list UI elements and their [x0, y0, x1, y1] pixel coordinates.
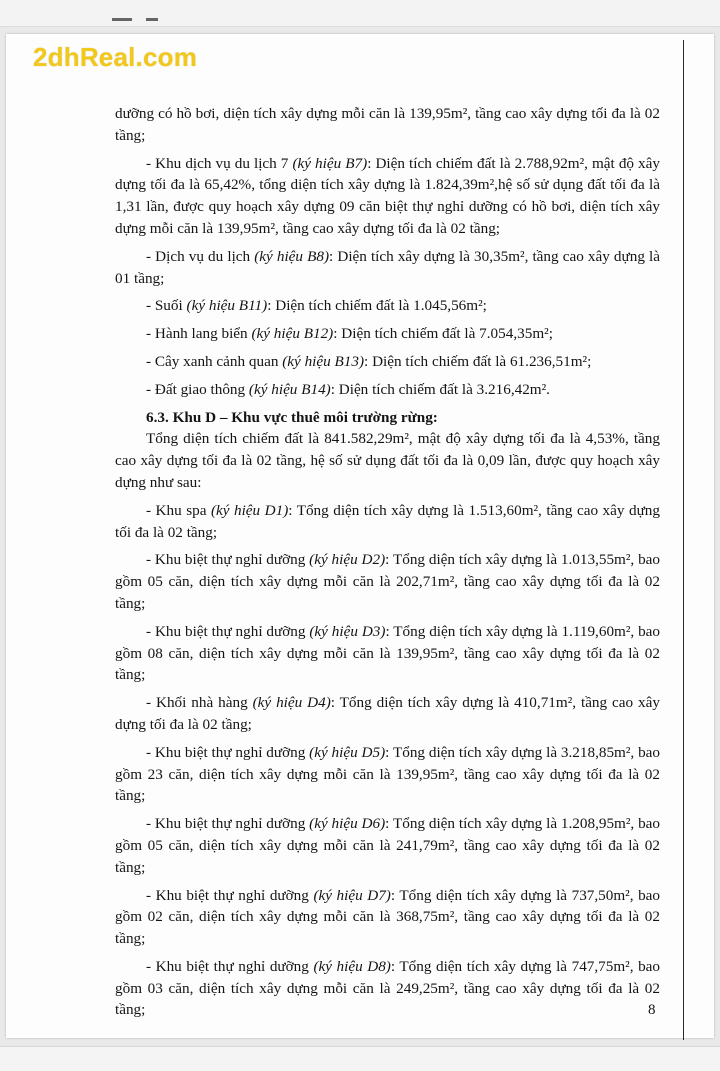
paragraph-b7: - Khu dịch vụ du lịch 7 (ký hiệu B7): Diện tích chiếm đất là 2.788,92m², mật độ xây dựng tối đa là 65,42%, tổng diện tích xây dựng là 1.824,39m²,hệ số sử dụng đất tối đa là 1,31 lần, được quy hoạch xây dựng 09 căn biệt thự nghỉ dưỡng có hồ bơi, diện tích xây dựng mỗi căn là 139,95m², tầng cao xây dựng tối đa là 02 tầng; — [115, 154, 660, 237]
paragraph-b8: - Dịch vụ du lịch (ký hiệu B8): Diện tích xây dựng là 30,35m², tầng cao xây dựng là 01 tầng; — [115, 247, 660, 287]
next-page-edge — [0, 1046, 720, 1071]
section-heading: 6.3. Khu D – Khu vực thuê môi trường rừng: — [146, 408, 438, 426]
scan-mark — [112, 18, 132, 21]
paragraph-b14: - Đất giao thông (ký hiệu B14): Diện tích chiếm đất là 3.216,42m². — [146, 380, 550, 398]
paragraph-d4: - Khối nhà hàng (ký hiệu D4): Tổng diện tích xây dựng là 410,71m², tầng cao xây dựng tối đa là 02 tầng; — [115, 694, 660, 733]
watermark-logo: 2dhReal.com — [33, 42, 198, 72]
document-body — [115, 103, 660, 1021]
paragraph-d8: - Khu biệt thự nghỉ dưỡng (ký hiệu D8): Tổng diện tích xây dựng là 747,75m², bao gồm 03 căn, diện tích xây dựng mỗi căn là 249,25m², tầng cao xây dựng tối đa là 02 tầng; — [115, 957, 661, 1019]
paragraph-d3: - Khu biệt thự nghỉ dưỡng (ký hiệu D3): Tổng diện tích xây dựng là 1.119,60m², bao gồm 08 căn, diện tích xây dựng mỗi căn là 139,95m², tầng cao xây dựng tối đa là 02 tầng; — [115, 622, 661, 684]
paragraph-d6: - Khu biệt thự nghỉ dưỡng (ký hiệu D6): Tổng diện tích xây dựng là 1.208,95m², bao gồm 05 căn, diện tích xây dựng mỗi căn là 241,79m², tầng cao xây dựng tối đa là 02 tầng; — [115, 815, 660, 876]
paragraph: dưỡng có hồ bơi, diện tích xây dựng mỗi căn là 139,95m², tầng cao xây dựng tối đa là 02 tầng; — [115, 105, 660, 144]
paragraph-b12: - Hành lang biển (ký hiệu B12): Diện tích chiếm đất là 7.054,35m²; — [146, 325, 553, 343]
paragraph-b13: - Cây xanh cảnh quan (ký hiệu B13): Diện tích chiếm đất là 61.236,51m²; — [146, 352, 592, 370]
page-border-line — [683, 40, 684, 1040]
paragraph-d2: - Khu biệt thự nghỉ dưỡng (ký hiệu D2): Tổng diện tích xây dựng là 1.013,55m², bao gồm 05 căn, diện tích xây dựng mỗi căn là 202,71m², tầng cao xây dựng tối đa là 02 tầng; — [115, 551, 660, 612]
scan-mark — [146, 18, 158, 21]
page-number: 8 — [648, 1002, 656, 1018]
paragraph-b11: - Suối (ký hiệu B11): Diện tích chiếm đất là 1.045,56m²; — [146, 297, 487, 315]
paragraph-d7: - Khu biệt thự nghỉ dưỡng (ký hiệu D7): Tổng diện tích xây dựng là 737,50m², bao gồm 02 căn, diện tích xây dựng mỗi căn là 368,75m², tầng cao xây dựng tối đa là 02 tầng; — [115, 886, 661, 948]
paragraph-zone-d-summary: Tổng diện tích chiếm đất là 841.582,29m², mật độ xây dựng tối đa là 4,53%, tầng cao xây dựng tối đa là 02 tầng, hệ số sử dụng đất tối đa là 0,09 lần, được quy hoạch xây dựng như sau: — [115, 430, 660, 491]
paragraph-d1: - Khu spa (ký hiệu D1): Tổng diện tích xây dựng là 1.513,60m², tầng cao xây dựng tối đa là 02 tầng; — [115, 501, 660, 541]
paragraph-d5: - Khu biệt thự nghỉ dưỡng (ký hiệu D5): Tổng diện tích xây dựng là 3.218,85m², bao gồm 23 căn, diện tích xây dựng mỗi căn là 139,95m², tầng cao xây dựng tối đa là 02 tầng; — [115, 743, 660, 805]
previous-page-edge — [0, 0, 720, 27]
